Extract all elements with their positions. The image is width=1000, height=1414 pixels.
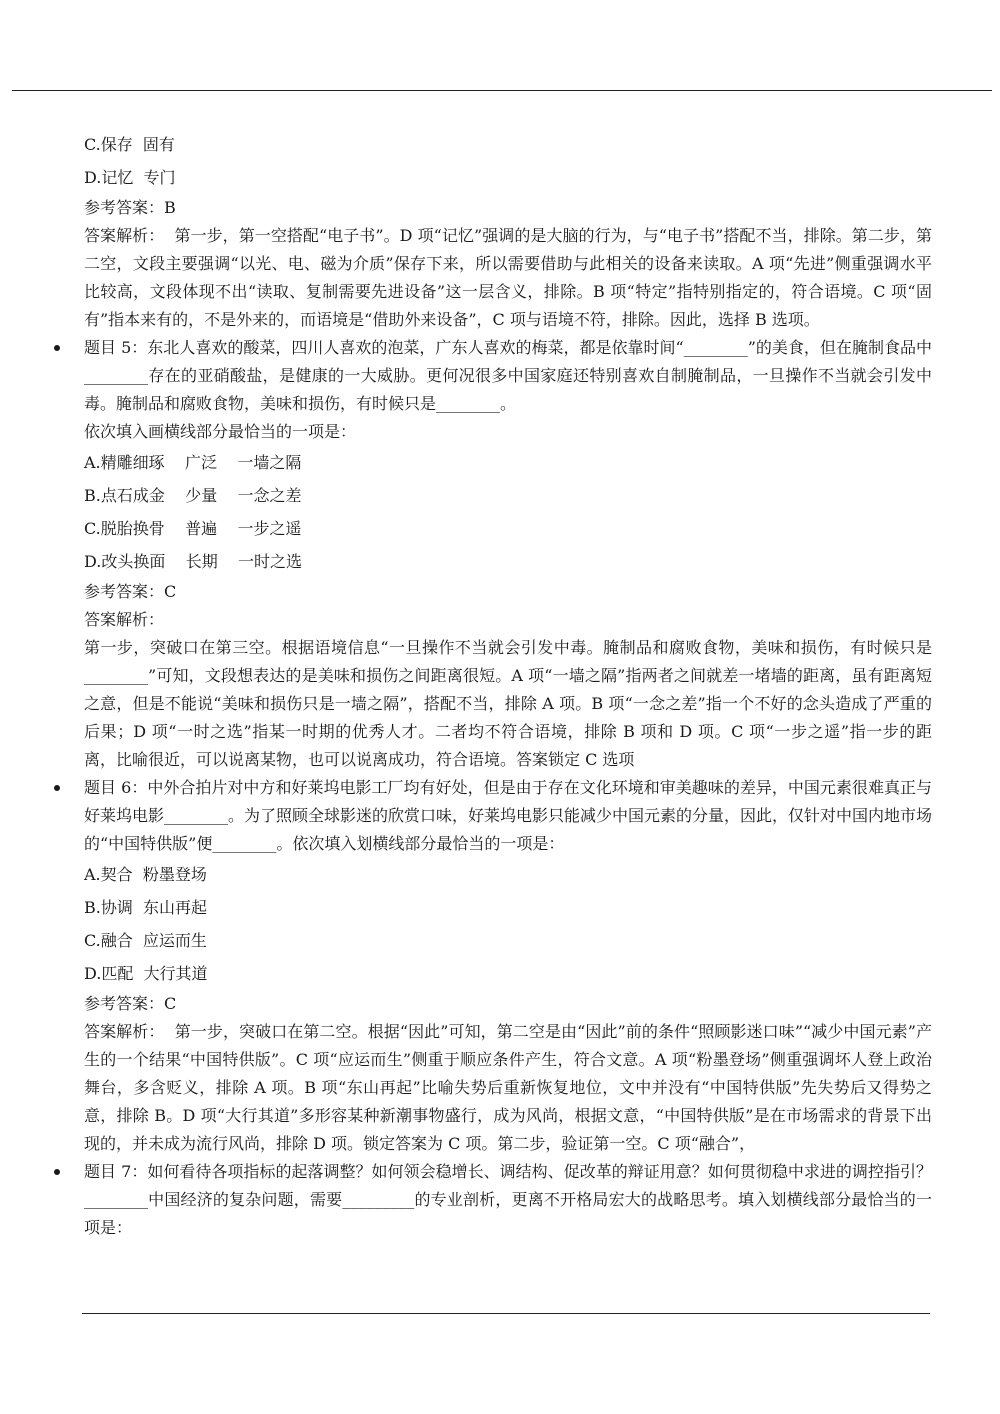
explanation-text: 第一步，突破口在第三空。根据语境信息“一旦操作不当就会引发中毒。腌制品和腐败食物，美味和损伤，有时候只是________”可知，文段想表达的是美味和损伤之间距离很短。A 项“一墙之隔”指两者之间就差一堵墙的距离，虽有距离短之意，但是不能说“美味和损伤只是一墙之隔”，搭配不当，排除 A 项。B 项“一念之差”指一个不好的念头造成了严重的后果；D 项“一时之选”指某一时期的优秀人才。二者均不符合语境，排除 B 项和 D 项。C 项“一步之遥”指一步的距离，比喻很近，可以说离某物，也可以说离成功，符合语境。答案锁定 C 选项	[84, 638, 932, 769]
explanation-text: 答案解析： 第一步，突破口在第二空。根据“因此”可知，第二空是由“因此”前的条件“照顾影迷口味”“减少中国元素”产生的一个结果“中国特供版”。C 项“应运而生”侧重于顺应条件产生，符合文意。A 项“粉墨登场”侧重强调坏人登上政治舞台，多含贬义，排除 A 项。B 项“东山再起”比喻失势后重新恢复地位，文中并没有“中国特供版”先失势后又得势之意，排除 B。D 项“大行其道”多形容某种新潮事物盛行，成为风尚，根据文意，“中国特供版”是在市场需求的背景下出现的，并未成为流行风尚，排除 D 项。锁定答案为 C 项。第二步，验证第一空。C 项“融合”，	[84, 1022, 932, 1153]
document-body	[84, 128, 932, 1242]
bullet-icon	[54, 785, 60, 791]
option-c: C.脱胎换骨 普遍 一步之遥	[84, 519, 302, 538]
answer-line: 参考答案：C	[84, 582, 177, 601]
header-rule	[12, 90, 992, 91]
option-d: D.记忆 专门	[84, 168, 176, 187]
question-6	[84, 774, 932, 858]
question-stem: 题目 5：东北人喜欢的酸菜，四川人喜欢的泡菜，广东人喜欢的梅菜，都是依靠时间“________”的美食，但在腌制食品中________存在的亚硝酸盐，是健康的一大威胁。更何况很多中国家庭还特别喜欢自制腌制品，一旦操作不当就会引发中毒。腌制品和腐败食物，美味和损伤，有时候只是________。	[84, 338, 932, 413]
question-stem: 题目 7：如何看待各项指标的起落调整？如何领会稳增长、调结构、促改革的辩证用意？如何贯彻稳中求进的调控指引？________中国经济的复杂问题，需要_________的专业剖析，更离不开格局宏大的战略思考。填入划横线部分最恰当的一项是：	[84, 1162, 932, 1237]
option-b: B.协调 东山再起	[84, 898, 208, 917]
option-b: B.点石成金 少量 一念之差	[84, 486, 302, 505]
question-5	[84, 334, 932, 418]
option-d: D.改头换面 长期 一时之选	[84, 552, 303, 571]
footer-rule	[82, 1313, 930, 1314]
question-7	[84, 1158, 932, 1242]
explanation-text: 答案解析： 第一步，第一空搭配“电子书”。D 项“记忆”强调的是大脑的行为，与“电子书”搭配不当，排除。第二步，第二空，文段主要强调“以光、电、磁为介质”保存下来，所以需要借助与此相关的设备来读取。A 项“先进”侧重强调水平比较高，文段体现不出“读取、复制需要先进设备”这一层含义，排除。B 项“特定”指特别指定的，符合语境。C 项“固有”指本来有的，不是外来的，而语境是“借助外来设备”，C 项与语境不符，排除。因此，选择 B 选项。	[84, 226, 932, 329]
answer-line: 参考答案：C	[84, 994, 177, 1013]
option-a: A.精雕细琢 广泛 一墙之隔	[84, 453, 302, 472]
explanation-label: 答案解析：	[84, 610, 165, 629]
bullet-icon	[54, 1169, 60, 1175]
option-d: D.匹配 大行其道	[84, 964, 208, 983]
bullet-icon	[54, 345, 60, 351]
option-a: A.契合 粉墨登场	[84, 865, 207, 884]
option-c: C.融合 应运而生	[84, 931, 207, 950]
question-prompt: 依次填入画横线部分最恰当的一项是：	[84, 422, 357, 441]
answer-line: 参考答案：B	[84, 198, 176, 217]
question-stem: 题目 6：中外合拍片对中方和好莱坞电影工厂均有好处，但是由于存在文化环境和审美趣味的差异，中国元素很难真正与好莱坞电影________。为了照顾全球影迷的欣赏口味，好莱坞电影只能减少中国元素的分量，因此，仅针对中国内地市场的“中国特供版”便________。依次填入划横线部分最恰当的一项是：	[84, 778, 933, 853]
option-c: C.保存 固有	[84, 135, 175, 154]
